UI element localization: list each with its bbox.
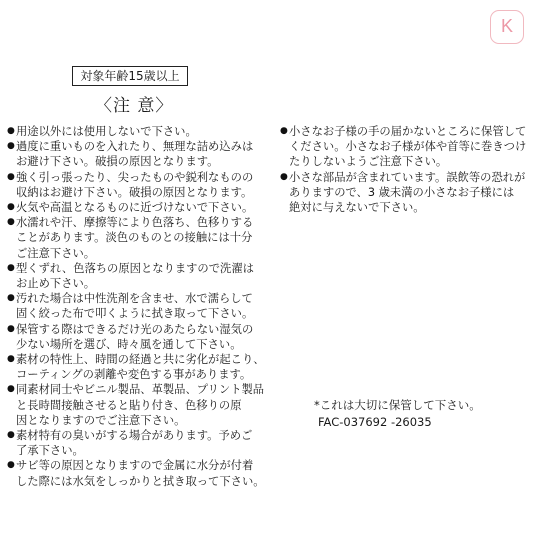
left-caution-list xyxy=(7,124,269,489)
caution-item-line: ありますので、3 歳未満の小さなお子様には xyxy=(289,185,515,199)
caution-item-line: サビ等の原因となりますので金属に水分が付着 xyxy=(16,459,254,473)
caution-item-line: ください。小さなお子様が体や首等に巻きつけ xyxy=(289,140,527,154)
caution-item xyxy=(7,428,269,458)
caution-item-line: 汚れた場合は中性洗剤を含ませ、水で濡らして xyxy=(16,292,253,306)
caution-item-line: 素材の特性上、時間の経過と共に劣化が起こり、 xyxy=(16,353,265,367)
caution-item xyxy=(7,200,269,215)
caution-item-line: 用途以外には使用しないで下さい。 xyxy=(16,125,197,138)
bullet-icon: ● xyxy=(7,126,15,136)
brand-k-icon: K xyxy=(490,10,524,44)
caution-item xyxy=(7,458,269,488)
caution-item xyxy=(7,352,269,382)
caution-item-line: ことがあります。淡色のものとの接触には十分 xyxy=(16,231,253,245)
caution-item xyxy=(7,322,269,352)
caution-item xyxy=(7,124,269,139)
caution-item-line: お止め下さい。 xyxy=(16,277,96,291)
caution-item-line: 水濡れや汗、摩擦等により色落ち、色移りする xyxy=(16,216,254,230)
caution-item-line: 少ない場所を選び、時々風を通して下さい。 xyxy=(16,337,242,351)
caution-item-line: 型くずれ、色落ちの原因となりますので洗濯は xyxy=(16,261,254,275)
caution-item xyxy=(7,139,269,169)
caution-item xyxy=(7,291,269,321)
right-caution-list xyxy=(280,124,532,215)
caution-item-line: 同素材同士やビニル製品、革製品、プリント製品 xyxy=(16,383,265,397)
caution-item xyxy=(7,261,269,291)
bullet-icon: ● xyxy=(7,460,15,471)
caution-item-line: お避け下さい。破損の原因となります。 xyxy=(16,155,219,169)
product-code: FAC-037692 -26035 xyxy=(318,415,432,429)
bullet-icon: ● xyxy=(280,171,288,182)
caution-item-line: 保管する際はできるだけ光のあたらない湿気の xyxy=(16,322,254,336)
bullet-icon: ● xyxy=(7,293,15,304)
keep-note: *これは大切に保管して下さい。 xyxy=(314,398,481,412)
bullet-icon: ● xyxy=(7,202,15,213)
caution-item-line: 因となりますのでご注意下さい。 xyxy=(16,413,186,427)
bullet-icon: ● xyxy=(7,384,15,395)
bullet-icon: ● xyxy=(7,141,15,152)
caution-item-line: 収納はお避け下さい。破損の原因となります。 xyxy=(16,185,253,199)
caution-item-line: 強く引っ張ったり、尖ったものや鋭利なものの xyxy=(16,170,254,184)
caution-item-line: 素材特有の臭いがする場合があります。予めご xyxy=(16,429,253,443)
bullet-icon: ● xyxy=(7,354,15,365)
bullet-icon: ● xyxy=(7,323,15,334)
bullet-icon: ● xyxy=(7,262,15,273)
caution-item-line: 固く絞った布で叩くように拭き取って下さい。 xyxy=(16,307,254,321)
caution-item xyxy=(7,382,269,428)
caution-item xyxy=(280,170,532,216)
caution-item-line: した際には水気をしっかりと拭き取って下さい。 xyxy=(16,474,265,488)
caution-item-line: ご注意下さい。 xyxy=(16,246,96,260)
caution-item-line: 火気や高温となるものに近づけないで下さい。 xyxy=(16,201,254,215)
caution-item-line: 小さな部品が含まれています。誤飲等の恐れが xyxy=(289,170,526,184)
caution-item-line: たりしないようご注意下さい。 xyxy=(289,155,448,169)
caution-item-line: と長時間接触させると貼り付き、色移りの原 xyxy=(16,398,242,412)
caution-item xyxy=(280,124,532,170)
caution-item-line: 小さなお子様の手の届かないところに保管して xyxy=(289,125,527,138)
caution-item xyxy=(7,170,269,200)
bullet-icon: ● xyxy=(280,126,288,136)
bullet-icon: ● xyxy=(7,171,15,182)
caution-item-line: 絶対に与えないで下さい。 xyxy=(289,201,425,215)
bullet-icon: ● xyxy=(7,430,15,441)
caution-item-line: コーティングの剥離や変色する事があります。 xyxy=(16,368,252,382)
bullet-icon: ● xyxy=(7,217,15,228)
caution-item-line: 過度に重いものを入れたり、無理な詰め込みは xyxy=(16,140,254,154)
caution-item xyxy=(7,215,269,261)
age-notice-box: 対象年齢15歳以上 xyxy=(72,66,188,86)
caution-item-line: 了承下さい。 xyxy=(16,444,84,458)
caution-title: 〈注 意〉 xyxy=(95,96,174,116)
